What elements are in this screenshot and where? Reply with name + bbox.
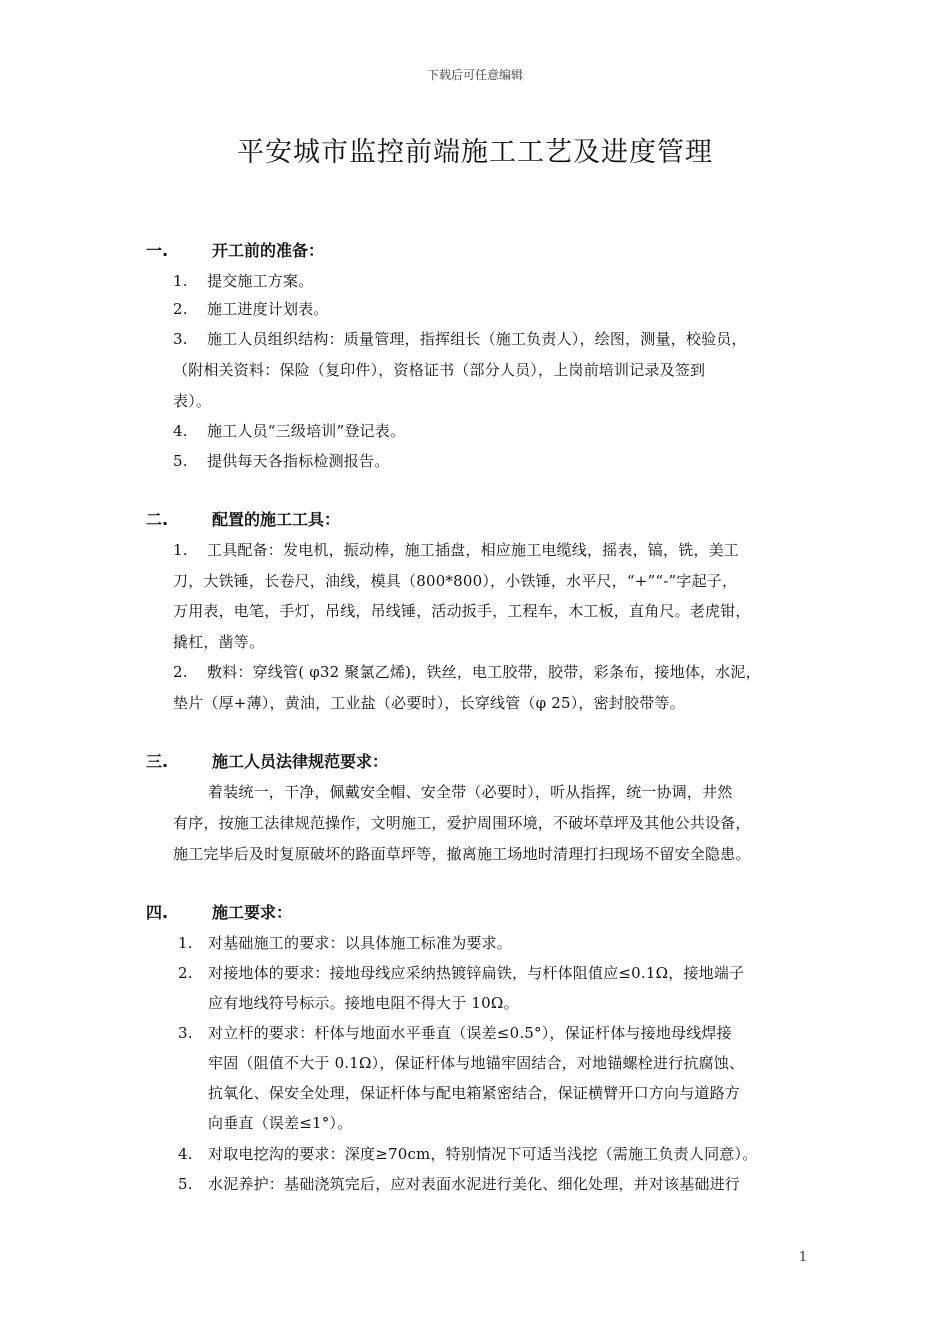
item-text-continuation: 刀，大铁锤，长卷尺，油线，模具（800*800），小铁锤，水平尺，“+”“-”字起子，	[173, 572, 738, 590]
item-text: 对接地体的要求：接地母线应采纳热镀锌扁铁，与杆体阻值应≤0.1Ω，接地端子	[208, 964, 745, 982]
list-item	[178, 962, 744, 984]
list-item	[178, 1173, 740, 1195]
list-item	[173, 298, 329, 320]
item-text: 施工人员组织结构：质量管理，指挥组长（施工负责人），绘图，测量，校验员，	[207, 330, 747, 348]
section-number: 二.	[146, 510, 169, 529]
item-number: 2.	[178, 964, 193, 982]
item-number: 4.	[173, 422, 188, 440]
document-title: 平安城市监控前端施工工艺及进度管理	[237, 137, 713, 168]
section-heading-2	[146, 509, 340, 531]
item-text: 提交施工方案。	[207, 272, 314, 290]
item-number: 5.	[173, 452, 188, 470]
page-number: 1	[798, 1250, 808, 1265]
paragraph-line: 有序，按施工法律规范操作，文明施工，爱护周围环境，不破坏草坪及其他公共设备，	[173, 814, 751, 832]
paragraph-line: 施工完毕后及时复原破坏的路面草坪等，撤离施工场地时清理打扫现场不留安全隐患。	[173, 845, 751, 863]
list-item	[173, 450, 389, 472]
item-number: 3.	[173, 330, 188, 348]
section-number: 一.	[146, 241, 169, 260]
item-text-continuation: 万用表，电笔，手灯，吊线，吊线锤，活动扳手，工程车，木工板，直角尺。老虎钳，	[173, 602, 751, 620]
item-text: 水泥养护：基础浇筑完后，应对表面水泥进行美化、细化处理，并对该基础进行	[208, 1175, 741, 1193]
item-text-continuation: 撬杠，凿等。	[173, 633, 265, 651]
section-number: 三.	[146, 752, 169, 771]
item-text: 对立杆的要求：杆体与地面水平垂直（误差≤0.5°），保证杆体与接地母线焊接	[208, 1024, 732, 1042]
section-title: 配置的施工工具：	[212, 510, 341, 529]
item-text-continuation: 牢固（阻值不大于 0.1Ω），保证杆体与地锚牢固结合，对地锚螺栓进行抗腐蚀、	[208, 1054, 745, 1072]
list-item	[173, 270, 313, 292]
section-title: 开工前的准备：	[212, 241, 325, 260]
item-number: 5.	[178, 1175, 193, 1193]
item-text-continuation: 应有地线符号标示。接地电阻不得大于 10Ω。	[208, 994, 519, 1012]
item-text: 敷料：穿线管( φ32 聚氯乙烯)，铁丝，电工胶带，胶带，彩条布，接地体，水泥，	[207, 663, 761, 681]
list-item	[178, 932, 512, 954]
item-number: 1.	[173, 541, 188, 559]
item-text: 施工进度计划表。	[207, 300, 329, 318]
list-item	[173, 539, 739, 561]
item-number: 2.	[173, 663, 188, 681]
list-item	[178, 1022, 732, 1044]
item-number: 3.	[178, 1024, 193, 1042]
item-text-continuation: 垫片（厚+薄），黄油，工业盐（必要时），长穿线管（φ 25），密封胶带等。	[173, 694, 685, 712]
item-text-continuation: 表）。	[173, 392, 212, 410]
item-text: 施工人员“三级培训”登记表。	[207, 422, 406, 440]
item-text-continuation: 向垂直（误差≤1°）。	[208, 1114, 353, 1132]
item-text: 对取电挖沟的要求：深度≥70cm，特别情况下可适当浅挖（需施工负责人同意）。	[208, 1145, 758, 1163]
item-number: 2.	[173, 300, 188, 318]
list-item	[173, 328, 747, 350]
list-item	[173, 420, 405, 442]
section-heading-4	[146, 902, 292, 924]
section-heading-1	[146, 240, 324, 262]
section-heading-3	[146, 751, 388, 773]
item-text-continuation: 抗氧化、保安全处理，保证杆体与配电箱紧密结合，保证横臂开口方向与道路方	[208, 1084, 741, 1102]
header-note: 下载后可任意编辑	[426, 68, 523, 82]
list-item	[173, 661, 761, 683]
list-item	[178, 1143, 757, 1165]
item-number: 4.	[178, 1145, 193, 1163]
item-text: 提供每天各指标检测报告。	[207, 452, 390, 470]
paragraph-line: 着装统一，干净，佩戴安全帽、安全带（必要时），听从指挥，统一协调，井然	[208, 783, 733, 801]
item-text: 工具配备：发电机，振动棒，施工插盘，相应施工电缆线，摇表，镐，铣，美工	[207, 541, 740, 559]
item-text: 对基础施工的要求：以具体施工标准为要求。	[208, 934, 513, 952]
section-number: 四.	[146, 903, 169, 922]
item-number: 1.	[173, 272, 188, 290]
item-number: 1.	[178, 934, 193, 952]
section-title: 施工要求：	[212, 903, 293, 922]
item-text-continuation: （附相关资料：保险（复印件），资格证书（部分人员），上岗前培训记录及签到	[173, 361, 706, 379]
section-title: 施工人员法律规范要求：	[212, 752, 389, 771]
